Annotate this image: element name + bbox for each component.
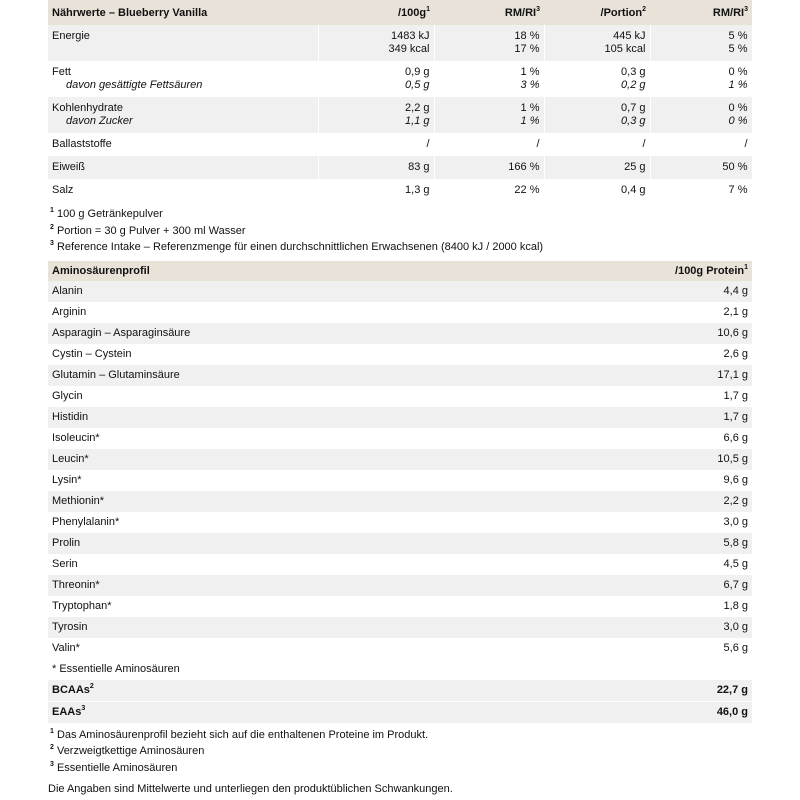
rm-ri-portion-main: 5 % <box>728 30 748 42</box>
rm-ri-portion <box>650 133 752 156</box>
nutrient-label-main: Salz <box>52 184 74 196</box>
rm-ri-portion <box>650 97 752 133</box>
bcaa-value: 22,7 g <box>716 684 748 696</box>
value-100g-main: 2,2 g <box>405 102 430 114</box>
amino-row <box>48 554 752 575</box>
rm-ri-portion-main: 7 % <box>728 184 748 196</box>
nutrient-label-main: Ballaststoffe <box>52 138 112 150</box>
nutrition-row <box>48 25 752 61</box>
amino-name: Asparagin – Asparaginsäure <box>52 327 191 339</box>
amino-row <box>48 617 752 638</box>
amino-row <box>48 428 752 449</box>
nutrient-label <box>48 97 318 133</box>
col-rm-ri-100g: $RM/RI^3$ <box>504 5 540 19</box>
rm-ri-portion-sub: 5 % <box>728 43 748 55</box>
value-100g <box>318 97 434 133</box>
amino-name: Lysin* <box>52 474 82 486</box>
col-rm-ri-portion: $RM/RI^3$ <box>712 5 748 19</box>
rm-ri-100g <box>434 156 544 179</box>
rm-ri-portion-sub: 1 % <box>728 79 748 91</box>
amino-footnotes <box>48 723 752 777</box>
amino-name: Valin* <box>52 642 80 654</box>
rm-ri-100g <box>434 61 544 97</box>
value-100g <box>318 179 434 202</box>
nutrition-title: Nährwerte – Blueberry Vanilla <box>52 6 208 19</box>
nutrition-footnote: $^3$ Reference Intake – Referenzmenge für einen durchschnittlichen Erwachsenen (8400 kJ / 2000 kcal) <box>50 240 544 253</box>
amino-row <box>48 344 752 365</box>
value-100g-sub: 1,1 g <box>405 115 430 127</box>
nutrition-footnote: $^2$ Portion = 30 g Pulver + 300 ml Wasser <box>50 223 246 237</box>
amino-name: Methionin* <box>52 495 104 507</box>
amino-header-row <box>48 261 752 281</box>
bcaa-label: BCAAs$^2$ <box>52 683 94 696</box>
rm-ri-portion-main: / <box>744 138 748 150</box>
amino-value: 5,8 g <box>723 537 748 549</box>
nutrition-table <box>48 0 753 202</box>
amino-value: 10,6 g <box>717 327 748 339</box>
amino-name: Tryptophan* <box>52 600 112 612</box>
amino-row <box>48 491 752 512</box>
rm-ri-portion-sub: 0 % <box>728 115 748 127</box>
value-100g <box>318 25 434 61</box>
amino-value: 6,7 g <box>723 579 748 591</box>
amino-row <box>48 323 752 344</box>
amino-name: Threonin* <box>52 579 100 591</box>
nutrition-footnote: $^1$ 100 g Getränkepulver <box>50 207 163 220</box>
amino-name: Histidin <box>52 411 89 423</box>
amino-name: Leucin* <box>52 453 89 465</box>
nutrient-label-main: Kohlenhydrate <box>52 102 123 114</box>
amino-col-header: /100g Protein$^1$ <box>608 261 752 281</box>
rm-ri-100g-main: 22 % <box>514 184 540 196</box>
amino-value: 1,8 g <box>723 600 748 612</box>
value-100g <box>318 133 434 156</box>
rm-ri-100g-main: 1 % <box>520 66 540 78</box>
rm-ri-portion <box>650 61 752 97</box>
rm-ri-portion-main: 0 % <box>728 66 748 78</box>
value-portion-main: 0,3 g <box>621 66 646 78</box>
amino-row <box>48 533 752 554</box>
nutrient-label <box>48 61 318 97</box>
nutrient-label-main: Eiweiß <box>52 161 86 173</box>
rm-ri-100g-sub: 3 % <box>520 79 540 91</box>
value-100g-main: 83 g <box>408 161 430 173</box>
nutrition-row <box>48 61 752 97</box>
amino-row <box>48 386 752 407</box>
amino-row <box>48 302 752 323</box>
essential-note-row <box>48 659 752 680</box>
rm-ri-100g <box>434 179 544 202</box>
rm-ri-100g-main: 18 % <box>514 30 540 42</box>
nutrient-label <box>48 179 318 202</box>
nutrition-header-row <box>48 0 752 25</box>
rm-ri-100g-main: 166 % <box>508 161 540 173</box>
value-portion <box>544 133 650 156</box>
value-portion-main: 445 kJ <box>613 30 646 42</box>
rm-ri-100g <box>434 25 544 61</box>
amino-row <box>48 596 752 617</box>
amino-footnote: $^2$ Verzweigtkettige Aminosäuren <box>50 744 205 757</box>
disclaimer: Die Angaben sind Mittelwerte und unterliegen den produktüblichen Schwankungen. <box>48 783 453 795</box>
amino-name: Arginin <box>52 306 87 318</box>
amino-row <box>48 575 752 596</box>
value-100g-sub: 0,5 g <box>405 79 430 91</box>
value-portion <box>544 61 650 97</box>
amino-value: 6,6 g <box>723 432 748 444</box>
nutrition-row <box>48 97 752 133</box>
amino-footnote: $^3$ Essentielle Aminosäuren <box>50 760 178 774</box>
amino-value: 2,1 g <box>723 306 748 318</box>
amino-title: Aminosäurenprofil <box>48 261 608 281</box>
amino-value: 1,7 g <box>723 411 748 423</box>
amino-value: 10,5 g <box>717 453 748 465</box>
nutrient-label-sub: davon gesättigte Fettsäuren <box>66 79 203 91</box>
value-100g-main: 1,3 g <box>405 184 430 196</box>
nutrient-label-main: Fett <box>52 66 71 78</box>
value-portion-sub: 0,2 g <box>621 79 646 91</box>
value-portion-main: 25 g <box>624 161 646 173</box>
amino-value: 1,7 g <box>723 390 748 402</box>
col-100g: $/100g^1$ <box>397 5 430 19</box>
nutrition-footnotes <box>48 202 752 258</box>
amino-row <box>48 449 752 470</box>
amino-row <box>48 512 752 533</box>
nutrient-label-main: Energie <box>52 30 90 42</box>
value-100g-main: 0,9 g <box>405 66 430 78</box>
rm-ri-100g-sub: 17 % <box>514 43 540 55</box>
nutrient-label-sub: davon Zucker <box>66 115 133 127</box>
value-100g <box>318 61 434 97</box>
eaa-row <box>48 701 752 723</box>
rm-ri-100g <box>434 133 544 156</box>
amino-row <box>48 407 752 428</box>
value-portion-sub: 0,3 g <box>621 115 646 127</box>
value-100g-main: 1483 kJ <box>390 30 430 42</box>
amino-name: Phenylalanin* <box>52 516 120 528</box>
amino-value: 4,5 g <box>723 558 748 570</box>
eaa-label: EAAs$^3$ <box>52 705 86 718</box>
amino-value: 3,0 g <box>723 516 748 528</box>
amino-value: 3,0 g <box>723 621 748 633</box>
nutrition-row <box>48 156 752 179</box>
value-100g <box>318 156 434 179</box>
amino-value: 2,2 g <box>723 495 748 507</box>
col-portion: /Portion$^2$ <box>600 5 646 19</box>
value-portion-main: 0,7 g <box>621 102 646 114</box>
nutrient-label <box>48 133 318 156</box>
nutrition-row <box>48 179 752 202</box>
nutrition-row <box>48 133 752 156</box>
amino-name: Isoleucin* <box>52 432 100 444</box>
amino-value: 5,6 g <box>723 642 748 654</box>
rm-ri-portion-main: 0 % <box>728 102 748 114</box>
amino-footnote: $^1$ Das Aminosäurenprofil bezieht sich auf die enthaltenen Proteine im Produkt. <box>50 727 429 741</box>
rm-ri-100g-sub: 1 % <box>520 115 540 127</box>
amino-name: Cystin – Cystein <box>52 348 132 360</box>
rm-ri-portion <box>650 156 752 179</box>
rm-ri-portion <box>650 179 752 202</box>
rm-ri-100g-main: 1 % <box>520 102 540 114</box>
nutrition-sheet <box>48 0 752 776</box>
amino-row <box>48 281 752 302</box>
value-100g-main: / <box>426 138 430 150</box>
rm-ri-portion <box>650 25 752 61</box>
amino-value: 4,4 g <box>723 285 748 297</box>
value-portion-sub: 105 kcal <box>604 43 646 55</box>
value-portion <box>544 156 650 179</box>
value-portion <box>544 97 650 133</box>
amino-name: Prolin <box>52 537 81 549</box>
nutrient-label <box>48 156 318 179</box>
value-portion-main: 0,4 g <box>621 184 646 196</box>
rm-ri-portion-main: 50 % <box>722 161 748 173</box>
amino-row <box>48 638 752 659</box>
rm-ri-100g <box>434 97 544 133</box>
nutrient-label <box>48 25 318 61</box>
value-portion <box>544 179 650 202</box>
amino-name: Serin <box>52 558 78 570</box>
amino-value: 2,6 g <box>723 348 748 360</box>
value-portion <box>544 25 650 61</box>
amino-row <box>48 470 752 491</box>
bcaa-row <box>48 680 752 702</box>
essential-note: * Essentielle Aminosäuren <box>52 663 180 675</box>
amino-name: Glycin <box>52 390 83 402</box>
amino-table <box>48 261 752 723</box>
amino-value: 17,1 g <box>717 369 748 381</box>
value-portion-main: / <box>642 138 646 150</box>
amino-name: Tyrosin <box>52 621 88 633</box>
rm-ri-100g-main: / <box>536 138 540 150</box>
eaa-value: 46,0 g <box>716 706 748 718</box>
amino-name: Alanin <box>52 285 83 297</box>
amino-row <box>48 365 752 386</box>
amino-value: 9,6 g <box>723 474 748 486</box>
value-100g-sub: 349 kcal <box>388 43 430 55</box>
amino-name: Glutamin – Glutaminsäure <box>52 369 180 381</box>
